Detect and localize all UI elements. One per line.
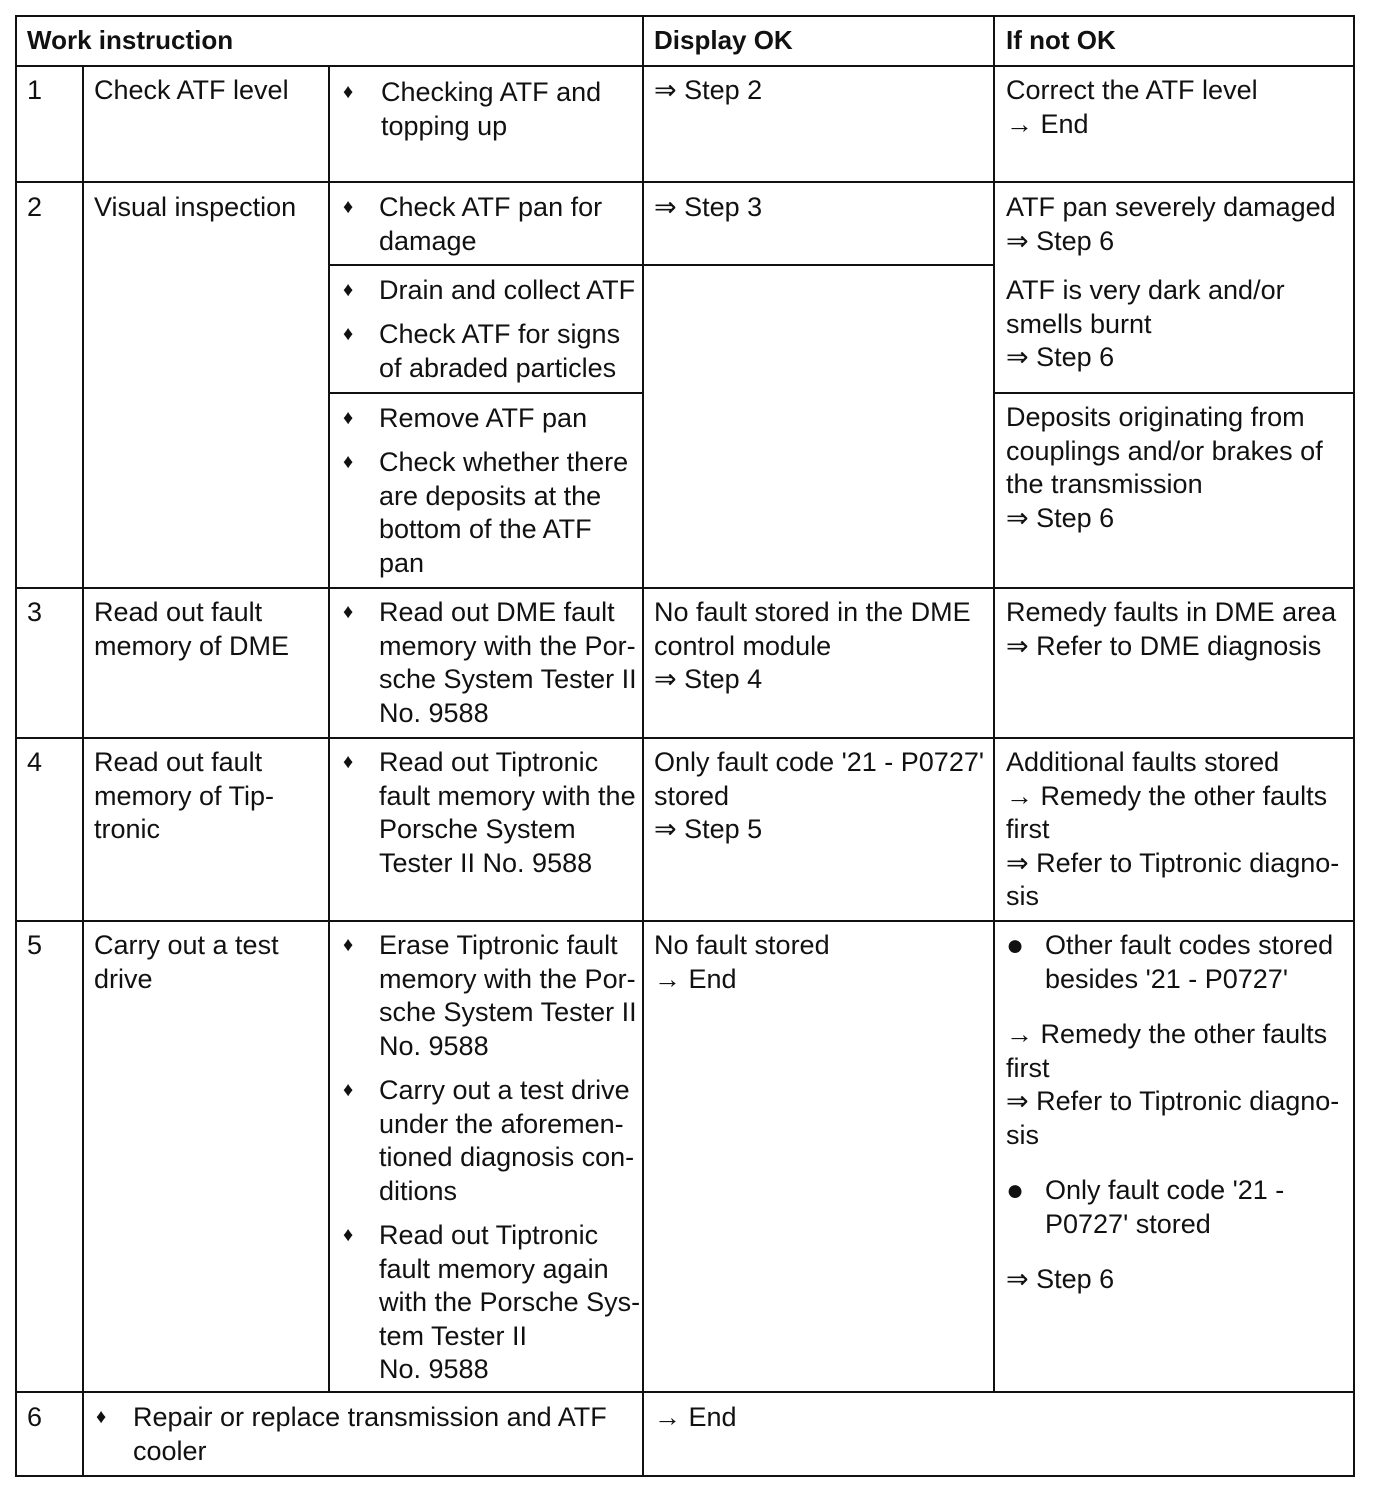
row2-step-1: Check ATF pan for damage (379, 192, 603, 256)
row4-number: 4 (27, 747, 43, 777)
row2-not-ok-1: ATF pan severely damaged ⇒ Step 6 (1006, 192, 1336, 256)
row2-subdivider-b-left (329, 392, 643, 394)
row-divider-2 (15, 587, 1355, 589)
row1-title: Check ATF level (94, 75, 289, 105)
row4-ok: Only fault code '21 - P0727' stored ⇒ Step 5 (654, 747, 985, 844)
dot-bullet-icon: ● (1006, 929, 1025, 962)
row3-number: 3 (27, 597, 43, 627)
row3-title: Read out fault memory of DME (94, 597, 290, 661)
table-border-top (15, 15, 1355, 17)
row5-step-2: Carry out a test drive under the aforemen- tioned diagnosis con- ditions (379, 1075, 635, 1206)
bullet-icon: ♦ (343, 323, 354, 345)
header-work-instruction: Work instruction (27, 25, 234, 55)
row5-title: Carry out a test drive (94, 930, 279, 994)
row-divider-4 (15, 920, 1355, 922)
row2-step-4: Remove ATF pan (379, 403, 588, 433)
row2-step-3: Check ATF for signs of abraded particles (379, 319, 621, 383)
bullet-icon: ♦ (343, 407, 354, 429)
row2-title: Visual inspection (94, 192, 297, 222)
col-divider-ok (993, 15, 995, 1393)
bullet-icon: ♦ (343, 934, 354, 956)
row-divider-5 (15, 1391, 1355, 1393)
row6-ok: → End (654, 1402, 737, 1432)
row5-ok: No fault stored → End (654, 930, 830, 994)
bullet-icon: ♦ (343, 1224, 354, 1246)
row2-subdivider-a (329, 264, 994, 266)
table-border-right (1353, 15, 1355, 1477)
col-divider-title (328, 65, 330, 1393)
dot-bullet-icon: ● (1006, 1174, 1025, 1207)
header-if-not-ok: If not OK (1006, 25, 1116, 55)
row2-not-ok-3: Deposits originating from couplings and/or brakes of the transmission ⇒ Step 6 (1006, 402, 1323, 533)
row1-ok: ⇒ Step 2 (654, 75, 763, 105)
table-border-bottom (15, 1475, 1355, 1477)
row4-title: Read out fault memory of Tip- tronic (94, 747, 275, 844)
header-divider (15, 65, 1355, 67)
bullet-icon: ♦ (343, 279, 354, 301)
bullet-icon: ♦ (343, 1079, 354, 1101)
table-border-left (15, 15, 17, 1477)
row6-number: 6 (27, 1402, 43, 1432)
bullet-icon: ♦ (343, 81, 354, 103)
row2-step-2: Drain and collect ATF (379, 275, 636, 305)
row2-number: 2 (27, 192, 43, 222)
col-divider-num (82, 65, 84, 1477)
row1-not-ok: Correct the ATF level → End (1006, 75, 1258, 139)
bullet-icon: ♦ (96, 1406, 107, 1428)
row6-step-1: Repair or replace transmission and ATF cooler (133, 1402, 607, 1466)
row-divider-1 (15, 181, 1355, 183)
row3-step-1: Read out DME fault memory with the Por- sche System Tester II No. 9588 (379, 597, 637, 728)
header-display-ok: Display OK (654, 25, 793, 55)
col-divider-steps (642, 15, 644, 1477)
row5-not-ok-text-2: ⇒ Step 6 (1006, 1264, 1115, 1294)
row5-not-ok-bullet-2: Only fault code '21 - P0727' stored (1045, 1175, 1285, 1239)
row4-not-ok: Additional faults stored → Remedy the other faults first ⇒ Refer to Tiptronic diagno- sis (1006, 747, 1340, 911)
row2-step-5: Check whether there are deposits at the bottom of the ATF pan (379, 447, 629, 578)
row2-ok: ⇒ Step 3 (654, 192, 763, 222)
row5-step-3: Read out Tiptronic fault memory again with the Porsche Sys- tem Tester II No. 9588 (379, 1220, 641, 1384)
row4-step-1: Read out Tiptronic fault memory with the Porsche System Tester II No. 9588 (379, 747, 636, 878)
row1-number: 1 (27, 75, 43, 105)
bullet-icon: ♦ (343, 196, 354, 218)
row5-step-1: Erase Tiptronic fault memory with the Por- sche System Tester II No. 9588 (379, 930, 637, 1061)
row3-ok: No fault stored in the DME control module ⇒ Step 4 (654, 597, 971, 694)
row2-not-ok-2: ATF is very dark and/or smells burnt ⇒ Step 6 (1006, 275, 1285, 372)
row-divider-3 (15, 737, 1355, 739)
bullet-icon: ♦ (343, 601, 354, 623)
row5-not-ok-bullet-1: Other fault codes stored besides '21 - P0727' (1045, 930, 1334, 994)
row5-number: 5 (27, 930, 43, 960)
row2-subdivider-b-right (994, 392, 1355, 394)
bullet-icon: ♦ (343, 751, 354, 773)
row3-not-ok: Remedy faults in DME area ⇒ Refer to DME diagnosis (1006, 597, 1337, 661)
row1-step-1: Checking ATF and topping up (381, 77, 602, 141)
row5-not-ok-text-1: → Remedy the other faults first ⇒ Refer to Tiptronic diagno- sis (1006, 1019, 1340, 1150)
bullet-icon: ♦ (343, 451, 354, 473)
